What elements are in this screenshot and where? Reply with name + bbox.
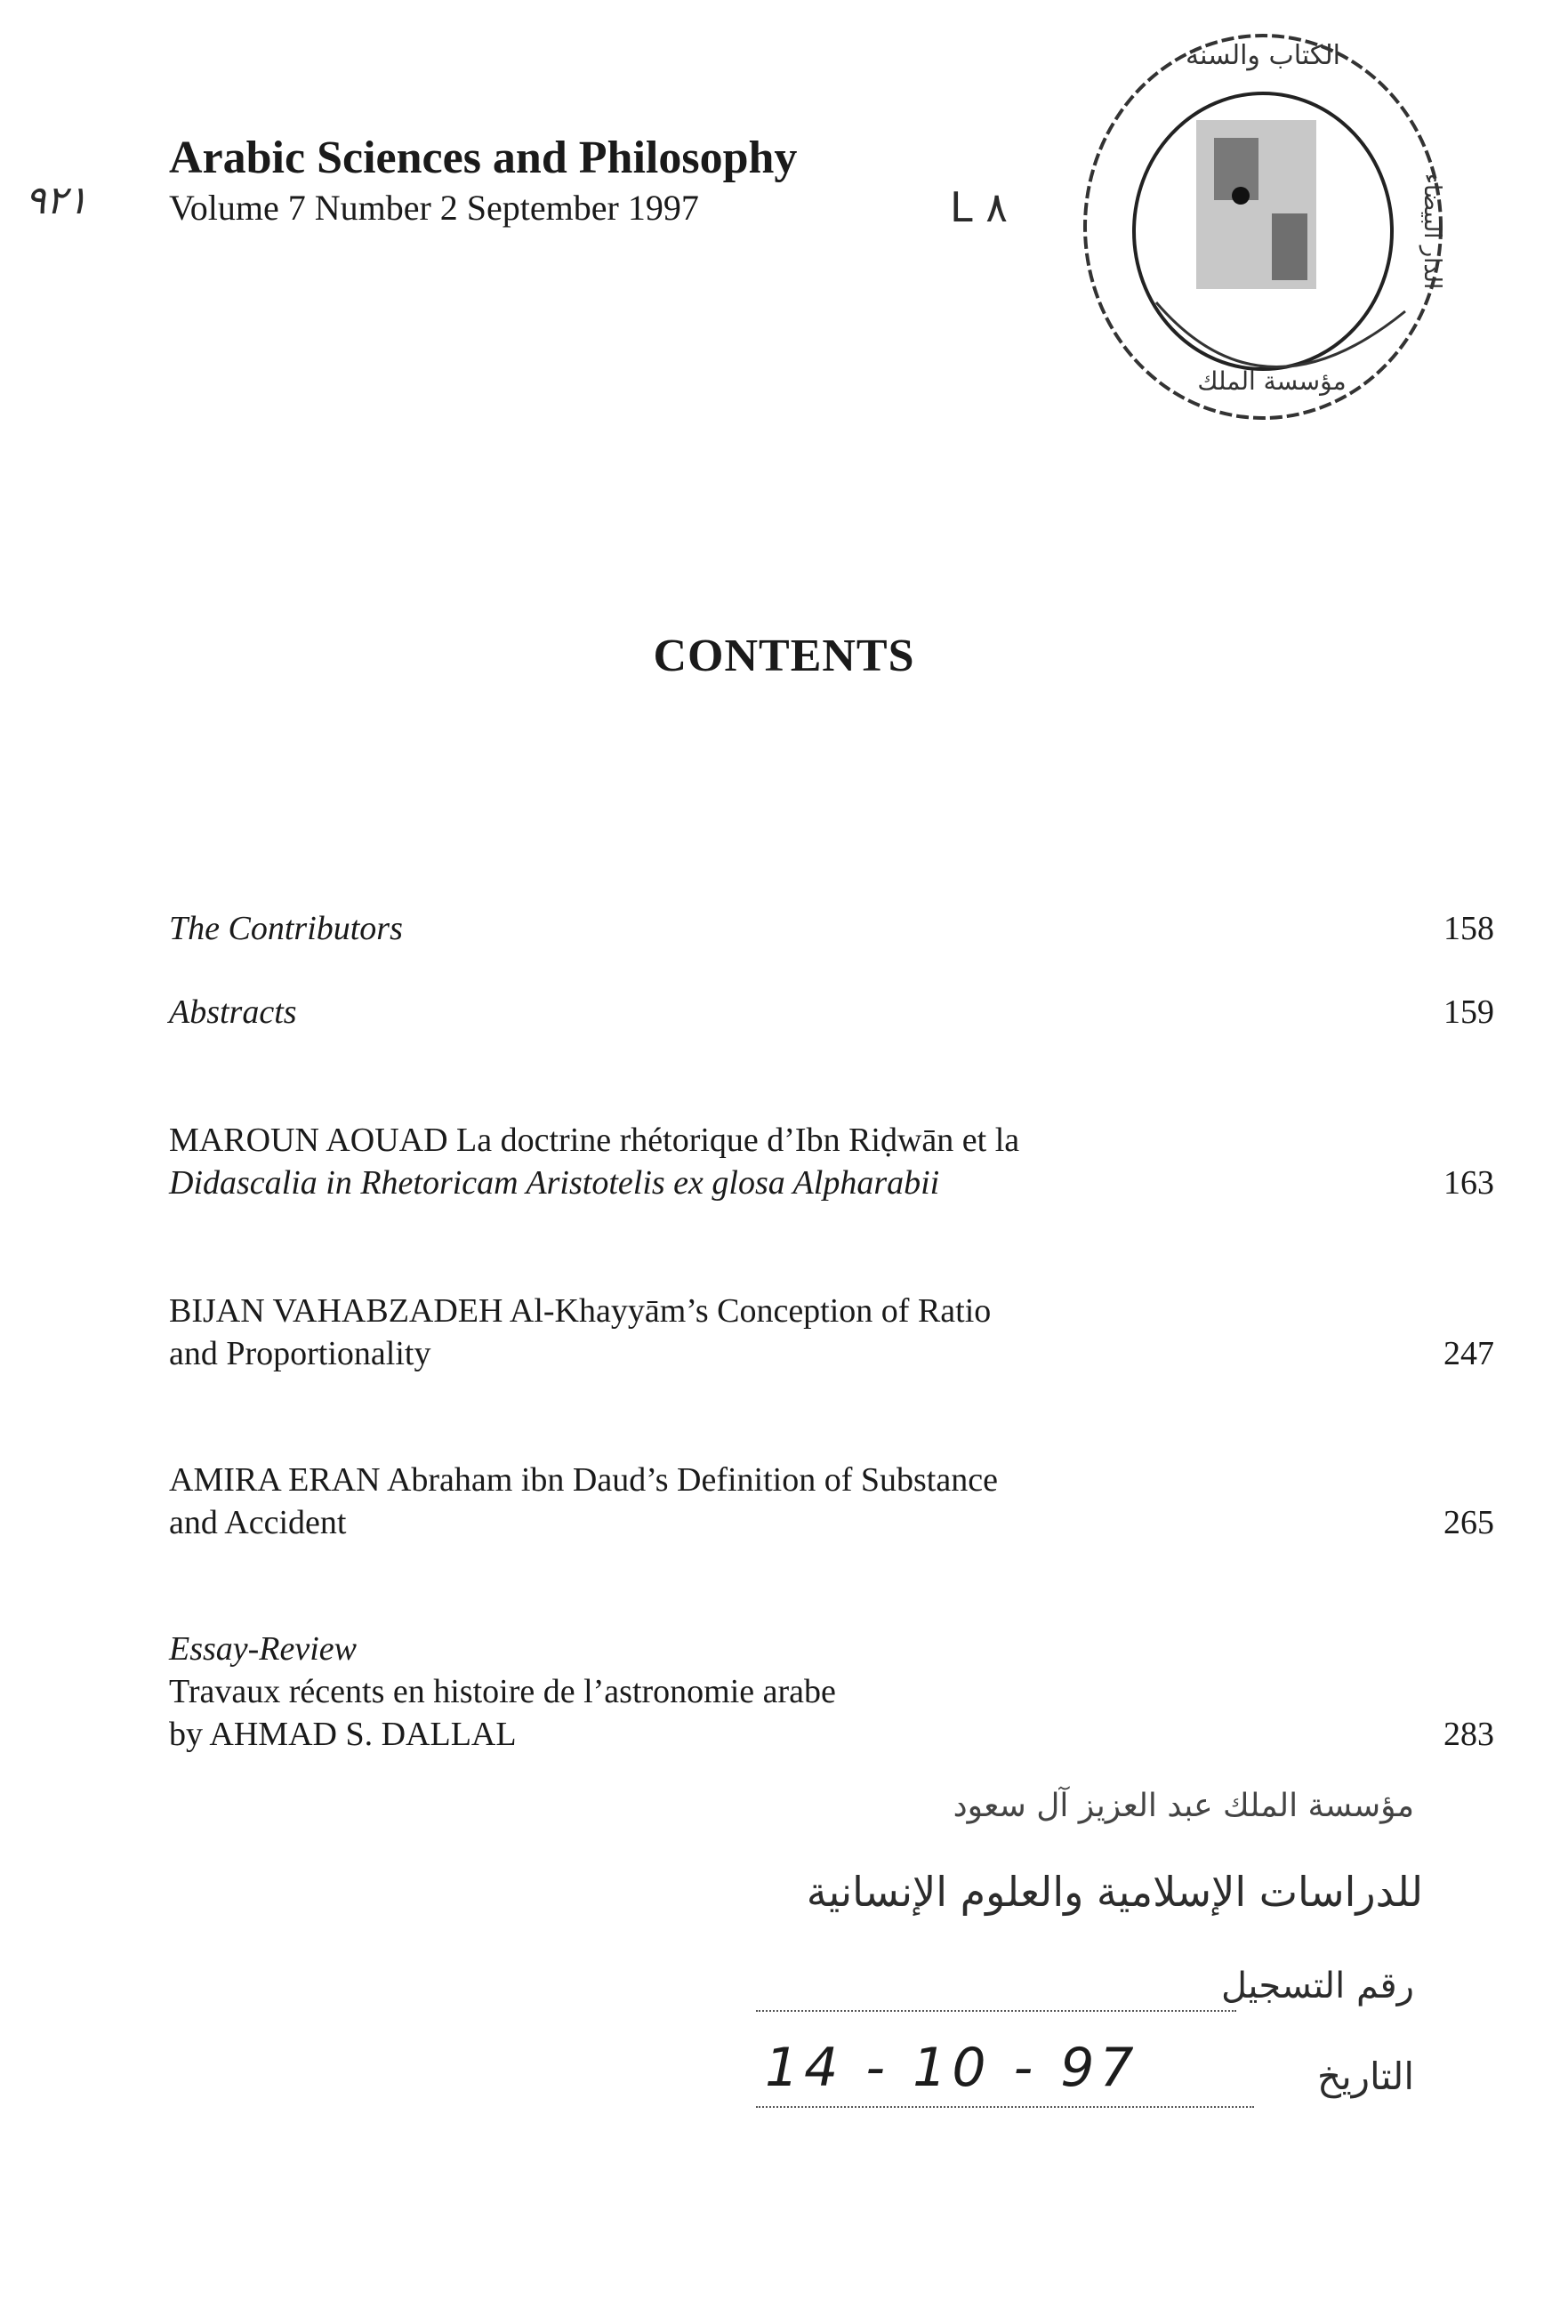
registration-date-label: التاريخ — [1316, 2055, 1414, 2098]
toc-title-line1: Abraham ibn Daud’s Definition of Substance — [386, 1461, 998, 1499]
toc-title-line2: Didascalia in Rhetoricam Aristotelis ex glosa Alpharabii — [169, 1164, 940, 1202]
registration-number-label: رقم التسجيل — [1220, 1966, 1414, 2006]
toc-entry-aouad[interactable] — [169, 1119, 1494, 1162]
toc-page-number: 158 — [1443, 910, 1494, 947]
toc-entry-abstracts[interactable] — [169, 991, 1494, 1033]
toc-section-essay-review — [169, 1628, 1494, 1670]
toc-page-number: 265 — [1443, 1504, 1494, 1541]
toc-entry-vahabzadeh-cont[interactable] — [169, 1332, 1494, 1375]
registration-date-value: 14 - 10 - 97 — [765, 2037, 1139, 2099]
handwritten-shelf-number: ٩٢١ — [25, 178, 88, 223]
toc-entry-aouad-cont[interactable] — [169, 1162, 1494, 1204]
toc-page-number: 247 — [1443, 1335, 1494, 1372]
toc-entry-vahabzadeh[interactable] — [169, 1290, 1494, 1332]
toc-title-line1: Al-Khayyām’s Conception of Ratio — [509, 1292, 992, 1330]
toc-entry-eran-cont[interactable] — [169, 1501, 1494, 1544]
toc-entry-contributors[interactable] — [169, 907, 1494, 950]
toc-title-line1: La doctrine rhétorique d’Ibn Riḍwān et la — [456, 1122, 1020, 1159]
toc-title-line1: Travaux récents en histoire de l’astronomie arabe — [169, 1673, 836, 1710]
stamp-top-text: الكتاب والسنة — [1186, 40, 1340, 71]
registration-stamp — [729, 1788, 1432, 2170]
registration-date-line — [756, 2106, 1254, 2108]
toc-page-number: 283 — [1443, 1716, 1494, 1753]
toc-author: BIJAN VAHABZADEH — [169, 1292, 503, 1330]
registration-number-line — [756, 2010, 1236, 2012]
toc-title: Abstracts — [169, 993, 297, 1031]
journal-title: Arabic Sciences and Philosophy — [169, 133, 798, 183]
toc-title-line2: and Proportionality — [169, 1335, 431, 1372]
journal-issue: Volume 7 Number 2 September 1997 — [169, 188, 699, 228]
toc-entry-dallal[interactable] — [169, 1670, 1494, 1713]
toc-author: MAROUN AOUAD — [169, 1122, 448, 1159]
toc-entry-eran[interactable] — [169, 1459, 1494, 1501]
registration-stamp-line2: للدراسات الإسلامية والعلوم الإنسانية — [806, 1868, 1423, 1916]
stamp-bottom-text: مؤسسة الملك — [1197, 366, 1347, 396]
library-stamp — [1058, 9, 1450, 427]
toc-entry-dallal-cont[interactable] — [169, 1713, 1494, 1756]
toc-page-number: 163 — [1443, 1164, 1494, 1202]
stamp-side-text: الدار البيضاء — [1419, 173, 1445, 290]
toc-author: AMIRA ERAN — [169, 1461, 381, 1499]
toc-section-label: Essay-Review — [169, 1630, 358, 1668]
toc-title-line2: by AHMAD S. DALLAL — [169, 1716, 517, 1753]
registration-stamp-line1: مؤسسة الملك عبد العزيز آل سعود — [953, 1788, 1414, 1824]
handwritten-mark: L ٨ — [950, 183, 1008, 231]
toc-title: The Contributors — [169, 910, 403, 947]
contents-heading: CONTENTS — [653, 631, 915, 681]
toc-page-number: 159 — [1443, 993, 1494, 1031]
toc-title-line2: and Accident — [169, 1504, 347, 1541]
